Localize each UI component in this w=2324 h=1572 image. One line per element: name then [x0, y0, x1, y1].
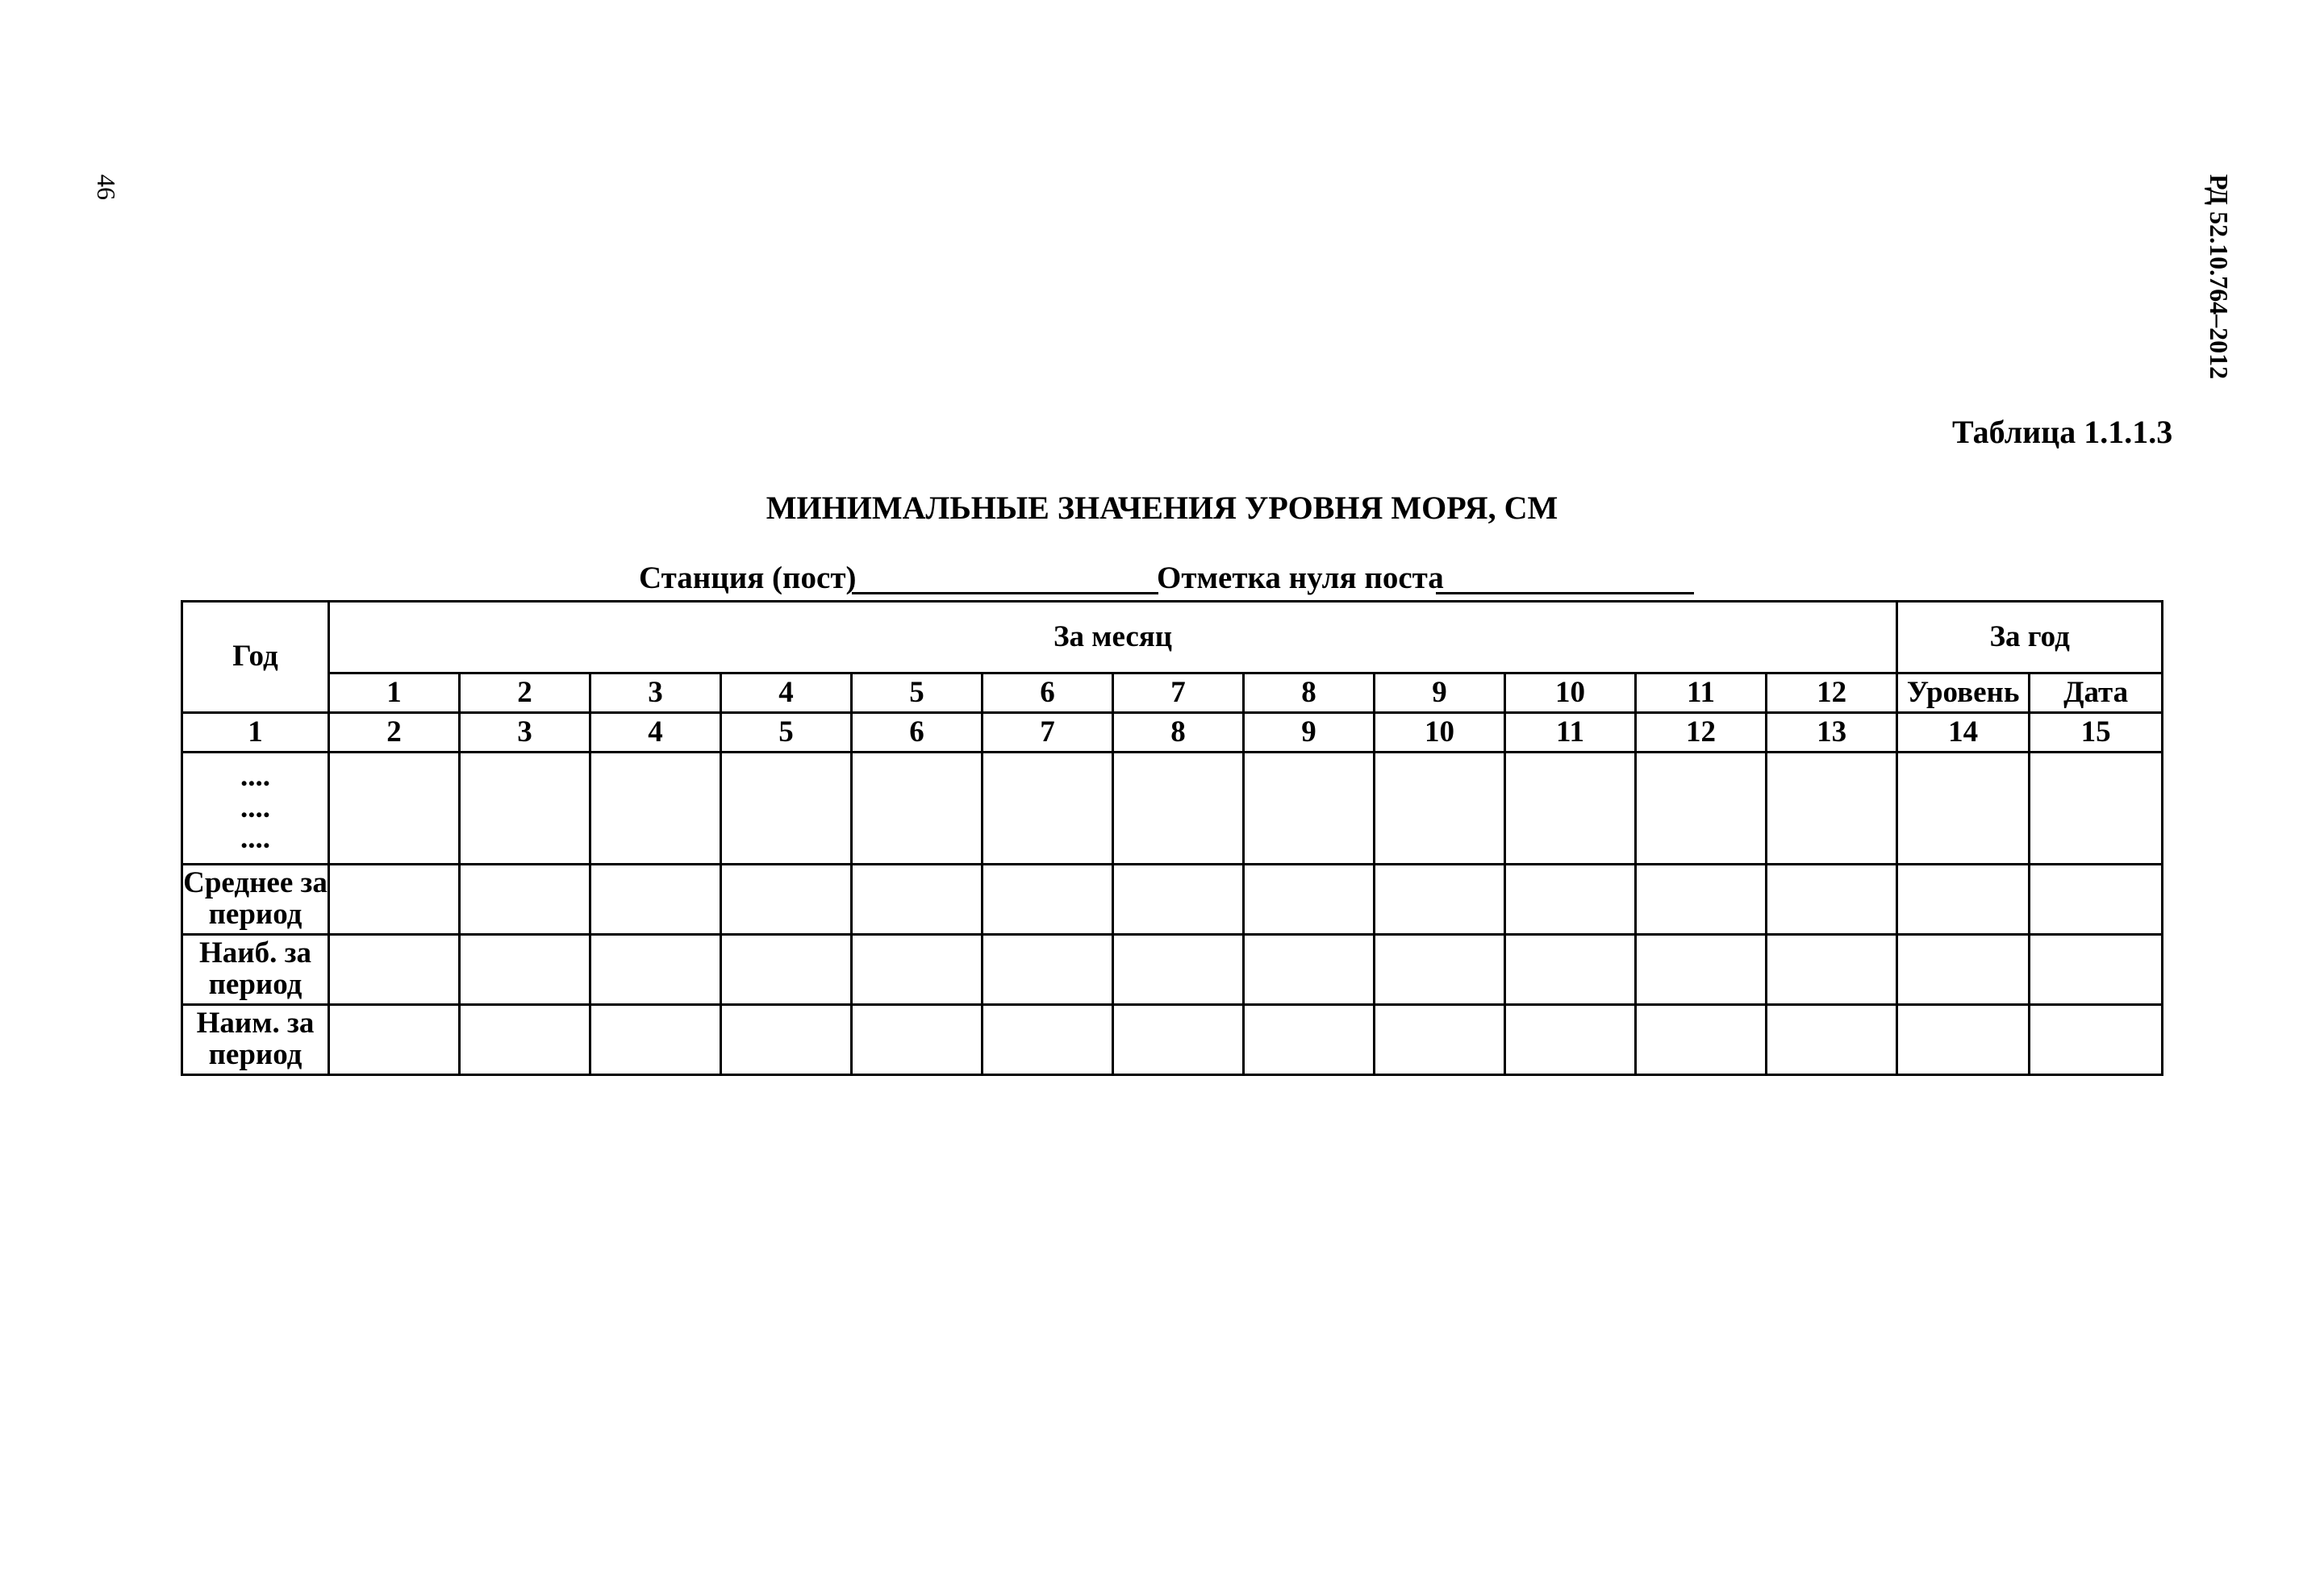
page-title: МИНИМАЛЬНЫЕ ЗНАЧЕНИЯ УРОВНЯ МОРЯ, СМ	[766, 490, 1558, 526]
column-number: 5	[721, 713, 852, 753]
stat-label-line: период	[208, 898, 302, 931]
data-cell[interactable]	[721, 865, 852, 935]
header-fields	[0, 560, 2324, 600]
month-header: 10	[1505, 673, 1636, 713]
data-cell[interactable]	[1636, 935, 1767, 1005]
month-header: 12	[1767, 673, 1897, 713]
data-cell[interactable]	[1767, 1005, 1897, 1075]
column-number: 15	[2030, 713, 2163, 753]
month-header: 1	[329, 673, 460, 713]
stat-label-line: период	[208, 968, 302, 1001]
data-cell[interactable]	[721, 753, 852, 865]
month-header: 5	[852, 673, 983, 713]
stat-label-line: Наиб. за	[199, 936, 311, 970]
month-header: 2	[460, 673, 590, 713]
data-cell[interactable]	[2030, 935, 2163, 1005]
ellipsis-line: ....	[240, 790, 270, 824]
data-cell[interactable]	[1636, 865, 1767, 935]
data-cell[interactable]	[1636, 753, 1767, 865]
stat-label-mean	[182, 865, 329, 935]
data-cell[interactable]	[1244, 1005, 1375, 1075]
table-row	[182, 753, 2163, 865]
level-header: Уровень	[1897, 673, 2030, 713]
zero-mark-label: Отметка нуля поста	[1157, 561, 1444, 595]
data-cell[interactable]	[1375, 935, 1505, 1005]
zero-mark-fill-line[interactable]	[1436, 592, 1694, 594]
data-cell[interactable]	[983, 935, 1113, 1005]
data-cell[interactable]	[329, 1005, 460, 1075]
column-number: 9	[1244, 713, 1375, 753]
data-cell[interactable]	[329, 935, 460, 1005]
data-cell[interactable]	[1244, 865, 1375, 935]
data-cell[interactable]	[329, 865, 460, 935]
station-fill-line[interactable]	[852, 592, 1158, 594]
data-cell[interactable]	[983, 865, 1113, 935]
data-cell[interactable]	[1505, 753, 1636, 865]
table-number: Таблица 1.1.1.3	[1952, 414, 2173, 450]
stat-label-line: период	[208, 1038, 302, 1071]
data-cell[interactable]	[852, 935, 983, 1005]
column-number: 12	[1636, 713, 1767, 753]
column-number: 2	[329, 713, 460, 753]
month-header: 7	[1113, 673, 1244, 713]
data-cell[interactable]	[2030, 753, 2163, 865]
month-header: 8	[1244, 673, 1375, 713]
data-cell[interactable]	[1636, 1005, 1767, 1075]
sea-level-table	[181, 600, 2163, 1076]
stat-label-line: Среднее за	[183, 866, 328, 900]
data-cell[interactable]	[1767, 753, 1897, 865]
stat-label-max	[182, 935, 329, 1005]
data-cell[interactable]	[1113, 865, 1244, 935]
data-cell[interactable]	[1897, 935, 2030, 1005]
data-cell[interactable]	[1375, 753, 1505, 865]
column-number: 1	[182, 713, 329, 753]
data-cell[interactable]	[460, 1005, 590, 1075]
page-number: 46	[92, 174, 121, 200]
data-cell[interactable]	[1897, 1005, 2030, 1075]
data-cell[interactable]	[2030, 865, 2163, 935]
month-header: 6	[983, 673, 1113, 713]
data-cell[interactable]	[460, 865, 590, 935]
ellipsis-line: ....	[240, 759, 270, 793]
data-cell[interactable]	[852, 753, 983, 865]
data-cell[interactable]	[1767, 865, 1897, 935]
data-cell[interactable]	[1897, 753, 2030, 865]
column-number: 14	[1897, 713, 2030, 753]
data-cell[interactable]	[590, 865, 721, 935]
data-cell[interactable]	[1375, 865, 1505, 935]
data-cell[interactable]	[1767, 935, 1897, 1005]
data-cell[interactable]	[983, 753, 1113, 865]
station-label: Станция (пост)	[639, 561, 857, 595]
data-cell[interactable]	[1244, 935, 1375, 1005]
document-code: РД 52.10.764–2012	[2205, 174, 2234, 380]
column-number: 13	[1767, 713, 1897, 753]
table-row	[182, 1005, 2163, 1075]
data-cell[interactable]	[1505, 1005, 1636, 1075]
table-row	[182, 935, 2163, 1005]
data-cell[interactable]	[2030, 1005, 2163, 1075]
data-cell[interactable]	[329, 753, 460, 865]
stat-label-line: Наим. за	[196, 1007, 315, 1040]
data-cell[interactable]	[590, 935, 721, 1005]
date-header: Дата	[2030, 673, 2163, 713]
header-month: За месяц	[329, 602, 1897, 673]
data-cell[interactable]	[590, 753, 721, 865]
month-header: 3	[590, 673, 721, 713]
data-cell[interactable]	[1505, 935, 1636, 1005]
month-header: 11	[1636, 673, 1767, 713]
data-cell[interactable]	[460, 753, 590, 865]
data-cell[interactable]	[590, 1005, 721, 1075]
column-number: 4	[590, 713, 721, 753]
column-number: 6	[852, 713, 983, 753]
data-cell[interactable]	[1113, 753, 1244, 865]
data-cell[interactable]	[1244, 753, 1375, 865]
year-ellipsis-cell	[182, 753, 329, 865]
data-cell[interactable]	[1897, 865, 2030, 935]
data-cell[interactable]	[1375, 1005, 1505, 1075]
data-cell[interactable]	[460, 935, 590, 1005]
header-year-total: За год	[1897, 602, 2163, 673]
column-number: 10	[1375, 713, 1505, 753]
header-year: Год	[182, 602, 329, 713]
data-cell[interactable]	[983, 1005, 1113, 1075]
stat-label-min	[182, 1005, 329, 1075]
month-header: 9	[1375, 673, 1505, 713]
data-cell[interactable]	[852, 865, 983, 935]
data-cell[interactable]	[1113, 1005, 1244, 1075]
ellipsis-line: ....	[240, 822, 270, 856]
table-row	[182, 865, 2163, 935]
data-cell[interactable]	[1505, 865, 1636, 935]
column-number: 7	[983, 713, 1113, 753]
column-number: 8	[1113, 713, 1244, 753]
column-number: 11	[1505, 713, 1636, 753]
data-cell[interactable]	[721, 1005, 852, 1075]
data-cell[interactable]	[852, 1005, 983, 1075]
data-cell[interactable]	[1113, 935, 1244, 1005]
column-number: 3	[460, 713, 590, 753]
data-cell[interactable]	[721, 935, 852, 1005]
month-header: 4	[721, 673, 852, 713]
